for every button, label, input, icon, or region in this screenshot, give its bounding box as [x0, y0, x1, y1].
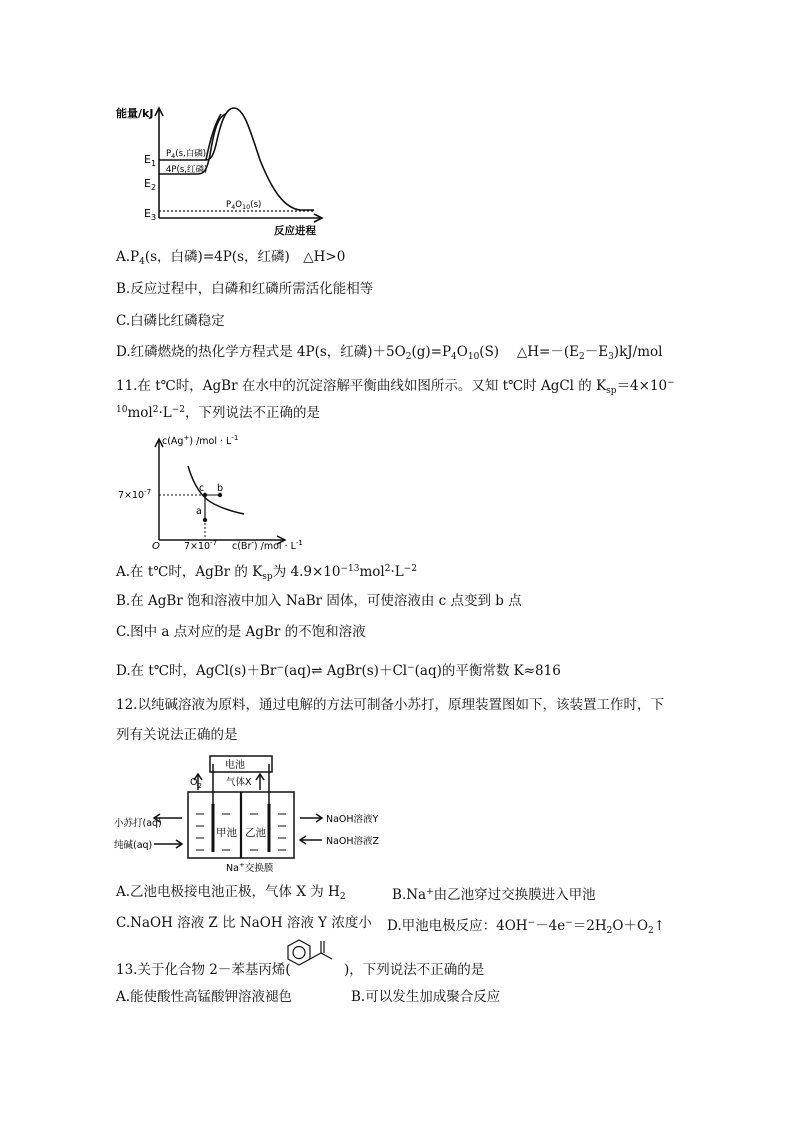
product-label: $P_4O_{10}(s)$ — [226, 200, 262, 211]
left-top-label: 小苏打(aq) — [114, 818, 162, 829]
q12-stem-line1: 12.以纯碱溶液为原料，通过电解的方法可制备小苏打，原理装置图如下，该装置工作时，下 — [116, 697, 664, 713]
q12-option-d: D.甲池电极反应：$4OH^--4e^-=2H_2O+O_2↑$ — [387, 918, 666, 936]
red-phosphorus-label: 4P(s,红磷) — [166, 165, 208, 175]
q13-stem-before: 13.关于化合物 2－苯基丙烯( — [116, 962, 291, 978]
white-phosphorus-label: $P_4(s$,白磷) — [166, 149, 207, 160]
benzene-ring — [288, 940, 310, 965]
q13-option-a: A.能使酸性高锰酸钾溶液褪色 — [116, 989, 293, 1005]
e2-label: $E_2$ — [144, 177, 157, 192]
q11-option-c: C.图中 a 点对应的是 AgBr 的不饱和溶液 — [116, 624, 366, 640]
e1-label: $E_1$ — [144, 153, 157, 168]
point-c-label: c — [199, 483, 205, 494]
right-bottom-label: NaOH溶液Z — [326, 836, 380, 847]
membrane-label: Na+交换膜 — [226, 861, 274, 874]
white-phosphorus-curve — [159, 108, 314, 210]
q10-option-c: C.白磷比红磷稳定 — [116, 313, 225, 329]
point-b-label: b — [217, 483, 224, 494]
q10-option-b: B.反应过程中，白磷和红磷所需活化能相等 — [116, 281, 374, 297]
fig2-ytick: $7\times 10^{-7}$ — [118, 488, 152, 501]
q11-stem-line2: $^{10}mol^2\cdot L^{-2}$，下列说法不正确的是 — [116, 405, 320, 421]
fig1-xlabel: 反应进程 — [274, 225, 316, 237]
left-bottom-label: 纯碱(aq) — [114, 840, 153, 851]
battery-label: 电池 — [225, 760, 245, 771]
point-a — [203, 518, 207, 522]
e3-label: $E_3$ — [144, 207, 157, 222]
cell2-label: 乙池 — [245, 827, 266, 839]
q11-stem-line1: 11.在 t℃时，AgBr 在水中的沉淀溶解平衡曲线如图所示。又知 t℃时 AgCl 的 $K_{sp}=4\times 10^-$ — [116, 378, 675, 396]
methyl-bond — [321, 953, 332, 959]
fig2-ylabel: c(Ag+) $/mol \cdot L^{-1}$ — [162, 434, 239, 447]
bond-ring-to-alkene — [310, 953, 321, 959]
q10-option-d: D.红磷燃烧的热化学方程式是 4P(s，红磷)$+5O_2(g)=P_4O_{10}(S)$ $\triangle H=-(E_2-E_3)kJ$/mol — [116, 344, 663, 362]
fig1-ylabel: 能量/kJ — [116, 107, 154, 120]
energy-diagram — [114, 100, 329, 240]
q11-option-b: B.在 AgBr 饱和溶液中加入 NaBr 固体，可使溶液由 c 点变到 b 点 — [116, 593, 522, 609]
fig2-xlabel: c(Br-) $/mol \cdot L^{-1}$ — [232, 539, 303, 550]
benzene-inner-circle — [293, 947, 305, 959]
q12-option-c: C.NaOH 溶液 Z 比 NaOH 溶液 Y 浓度小 — [116, 915, 372, 931]
q12-option-a: A.乙池电极接电池正极，气体 X 为 $H_2$ — [116, 884, 346, 902]
gas-x-label: 气体X — [226, 777, 252, 788]
right-top-label: NaOH溶液Y — [326, 814, 379, 825]
point-a-label: a — [196, 506, 202, 517]
origin-label: O — [152, 541, 160, 550]
q12-option-b: B.Na+由乙池穿过交换膜进入甲池 — [392, 887, 596, 903]
fig2-xtick: $7\times 10^{-7}$ — [184, 539, 218, 550]
q13-stem-after: )，下列说法不正确的是 — [344, 962, 485, 978]
o2-label: $O_2$ — [190, 777, 202, 790]
q11-option-a: A.在 t℃时，AgBr 的 $K_{sp}$为 $4.9\times 10^{-13}mol^2\cdot L^{-2}$ — [116, 564, 417, 582]
q13-option-b: B.可以发生加成聚合反应 — [351, 989, 501, 1005]
solubility-curve-figure — [114, 428, 324, 550]
q10-option-a: $A.P_4(s$，白磷)=4P(s，红磷) △H>0 — [116, 249, 346, 267]
q12-stem-line2: 列有关说法正确的是 — [116, 727, 238, 743]
cell1-label: 甲池 — [216, 827, 237, 839]
q11-option-d: D.在 t℃时，AgCl(s)＋Br−(aq)⇌ AgBr(s)＋Cl−(aq)的平衡常数 K≈816 — [116, 663, 561, 679]
2-phenylpropene-structure — [284, 934, 344, 978]
electrolysis-apparatus — [114, 752, 384, 876]
